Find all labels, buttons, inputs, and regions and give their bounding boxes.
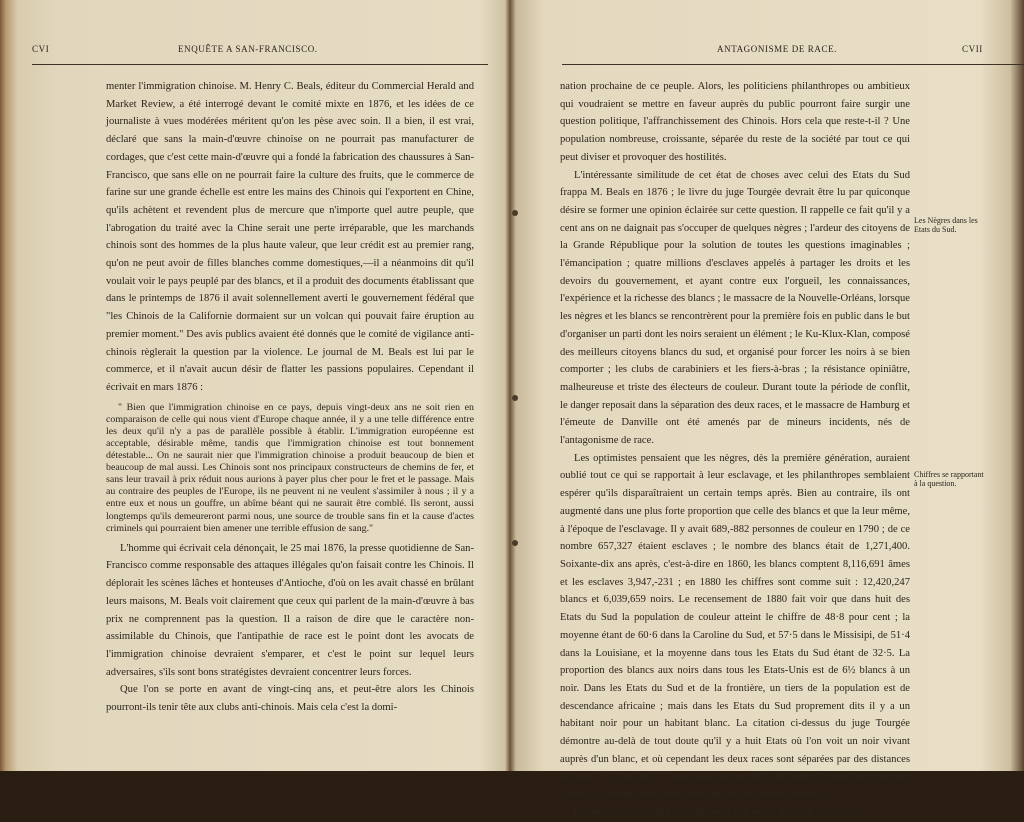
left-running-title: ENQUÊTE A SAN-FRANCISCO. bbox=[178, 44, 318, 54]
right-page-number: CVII bbox=[962, 44, 983, 54]
left-body bbox=[106, 78, 474, 717]
right-paragraph-3: Les optimistes pensaient que les nègres, dès la première génération, auraient oublié tout ce qui se rapportait à leur esclavage, et les philanthropes semblaient espérer qu'ils disparaîtraient un certain temps après. Bien au contraire, ils ont augmenté dans une plus forte proportion que celle des blancs et que la leur même, à l'époque de l'esclavage. Il y avait 689,-882 personnes de couleur en 1790 ; de ce nombre 657,327 étaient esclaves ; le nombre des blancs était de 1,271,400. Soixante-dix ans après, c'est-à-dire en 1860, les blancs comptent 8,116,691 âmes et les esclaves 3,947,-231 ; en 1880 les chiffres sont comme suit : 12,420,247 blancs et 6,039,659 noirs. Le recensement de 1880 fait voir que dans huit des Etats du Sud la population de couleur atteint le chiffre de 48·8 pour cent ; la moyenne étant de 60·6 dans la Caroline du Sud, et 57·5 dans le Missisipi, de 51·4 dans la Louisiane, et la moyenne dans tous les Etats du Sud étant de 32·5. La proportion des blancs aux noirs dans tous les Etats-Unis est de 6½ blancs à un noir. Dans les Etats du Sud et de la frontière, un tiers de la population est de descendance africaine ; mais dans les Etats du Sud proprement dits il y a un habitant noir pour un habitant blanc. La citation ci-dessus du juge Tourgée démontre au-delà de tout doute qu'il y a huit Etats où l'on voit un noir vivant auprès d'un blanc, et où cependant les deux races sont séparées par des distances infinies. Si, d'un côté ils sont aussi rapprochés, de l'autre, le sentiment de race parlant, un abîme existe entre eux que rien ne saurait combler. bbox=[560, 452, 910, 801]
right-paragraph-1: nation prochaine de ce peuple. Alors, les politiciens philanthropes ou ambitieux qui voudraient se mettre en faveur auprès du public pourront faire surgir une question politique, l'affranchissement des Chinois. Hors cela que reste-t-il ? Une population nombreuse, croissante, séparée du reste de la société par tout ce qui peut diviser et provoquer des hostilités. bbox=[560, 81, 910, 163]
left-page bbox=[18, 0, 508, 771]
margin-note-chiffres: Chiffres se rapportant à la question. bbox=[914, 470, 984, 488]
left-quote: " Bien que l'immigration chinoise en ce pays, depuis vingt-deux ans ne soit rien en comparaison de celle qui nous vient d'Europe chaque année, il y a une telle différence entre les deux qu'il n'y a pas de parallèle possible à établir. L'immigration européenne est acceptable, désirable même, tandis que l'immigration chinoise est tout bonnement détestable... On ne saurait nier que l'immigration chinoise a produit beaucoup de bien et beaucoup de mal aussi. Les Chinois sont nos principaux constructeurs de chemins de fer, et sans leur travail à prix réduit nous aurions à payer plus cher pour le fret et le passage. Mais au contraire des peuples de l'Europe, ils ne peuvent ni ne veulent s'assimiler à nous ; il y a entre eux et nous un gouffre, un abîme béant qui ne saurait être comblé. Ils seront, aussi longtemps qu'ils demeureront parmi nous, une source de trouble sans fin et la cause d'actes criminels qui pourraient bien amener une terrible effusion de sang." bbox=[106, 401, 474, 534]
right-body bbox=[560, 78, 910, 822]
right-running-title: ANTAGONISME DE RACE. bbox=[717, 44, 838, 54]
margin-note-negres: Les Nègres dans les Etats du Sud. bbox=[914, 216, 978, 234]
left-paragraph-3: Que l'on se porte en avant de vingt-cinq ans, et peut-être alors les Chinois pourront-ils tenir tête aux clubs anti-chinois. Mais cela c'est la domi- bbox=[106, 684, 474, 714]
left-header-rule bbox=[32, 64, 488, 65]
left-paragraph-2: L'homme qui écrivait cela dénonçait, le 25 mai 1876, la presse quotidienne de San-Francisco comme responsable des attaques illégales qu'on faisait contre les Chinois. Il déplorait les scènes lâches et honteuses d'Antioche, d'où on les avait chassé en brûlant leurs maisons, M. Beals voit clairement que ceux qui parlent de la main-d'œuvre à bas prix ne comprennent pas la question. Il a raison de dire que le caractère non-assimilable du Chinois, que l'antipathie de race est le point dont les avocats de l'immigration chinoise devraient s'emparer, et c'est le point sur lequel leurs adversaires, s'ils sont bons stratégistes devraient concentrer leurs forces. bbox=[106, 542, 474, 678]
left-paragraph-1: menter l'immigration chinoise. M. Henry C. Beals, éditeur du Commercial Herald and Market Review, a été interrogé devant le comité mixte en 1876, et les idées de ce journaliste à vues modérées méritent qu'on les pèse avec soin. Il a bien, il est vrai, déclaré que sans la main-d'œuvre chinoise on ne pourrait pas manufacturer de cordages, que c'est cette main-d'œuvre qui a fondé la fabrication des chaussures à San-Francisco, que sans elle on ne pourrait faire la culture des fruits, que le commerce de farine sur une grande échelle est entre les mains des Chinois qui l'exportent en Chine, qu'ils achètent et revendent plus de mercure que n'importe quel autre peuple, que l'abrogation du traité avec la Chine serait une perte irréparable, que les marchands chinois sont des hommes de la plus haute valeur, que leur crédit est au premier rang, qu'on ne peut avoir de filles blanches comme domestiques,—il a néanmoins dit qu'il voulait voir le pays peuplé par des blancs, et il a produit des documents établissant que dans le printemps de 1876 il avait solennellement averti le gouvernement fédéral que "les Chinois de la Californie dormaient sur un volcan qui pouvait faire éruption au premier moment." Des avis publics avaient été donnés que le comité de vigilance anti-chinois règlerait la question par la violence. Le journal de M. Beals est lui par le commerce, et il n'avait aucun désir de flatter les passions populaires. Cependant il écrivait en mars 1876 : bbox=[106, 81, 474, 393]
right-paragraph-2: L'intéressante similitude de cet état de choses avec celui des Etats du Sud frappa M. Beals en 1876 ; le livre du juge Tourgée devrait être lu par quiconque désire se former une opinion éclairée sur cette question. Il rappelle ce fait qu'il y a cent ans on ne daignait pas s'occuper de quelques nègres ; l'ardeur des citoyens de la Grande République pour la solution de toutes les questions imaginables ; l'émancipation ; quatre millions d'esclaves appelés à partager les droits et les devoirs du gouvernement, et ayant contre eux l'orgueil, les connaissances, l'expérience et la richesse des blancs ; le massacre de la Nouvelle-Orléans, lorsque les nègres et les blancs se rencontrèrent pour la première fois en public dans le but d'organiser un parti dont les noirs seraient un élément ; le Ku-Klux-Klan, composé des meilleurs citoyens blancs du sud, et organisé pour forcer les noirs à se bien comporter ; les clubs de carabiniers et les fiers-à-bras ; la résistance opiniâtre, malheureuse et triste des électeurs de couleur. Durant toute la période de conflit, le danger reposait dans la séparation des deux races, et le massacre de Hamburg et l'émeute de Danville ont été amenés par de mineurs incidents, nés de l'antagonisme de race. bbox=[560, 169, 910, 447]
right-paragraph-4: La question serait déjà assez grave si elle restait en l'état actuel, mais bbox=[574, 806, 866, 818]
right-header-rule bbox=[562, 64, 1024, 65]
right-page bbox=[512, 0, 1012, 818]
left-page-number: CVI bbox=[32, 44, 50, 54]
